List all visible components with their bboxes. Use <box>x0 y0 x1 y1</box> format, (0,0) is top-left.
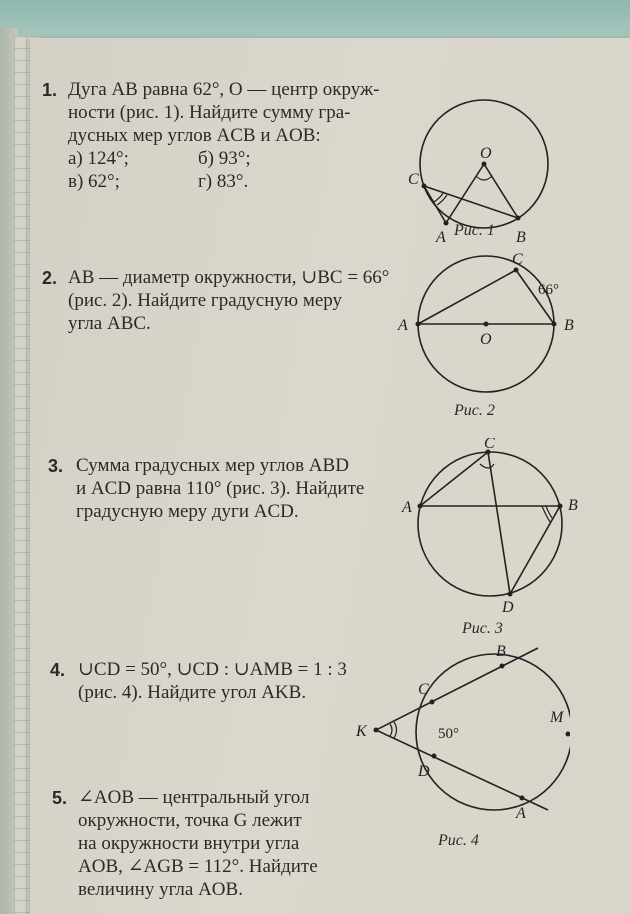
fig4-label-d: D <box>418 763 430 780</box>
fig2-label-o: O <box>480 331 492 348</box>
problem-5-line-3: на окружности внутри угла <box>78 833 300 854</box>
fig4-label-m: M <box>550 709 564 726</box>
fig3-label-c: C <box>484 438 495 452</box>
problem-5-line-5: величину угла AOB. <box>78 879 243 900</box>
problem-5-line-4: AOB, ∠AGB = 112°. Найдите <box>78 856 318 877</box>
fig1-label-b: B <box>516 229 526 246</box>
problem-2-line-1: AB — диаметр окружности, ∪BC = 66° <box>68 267 390 288</box>
figure-1 <box>400 68 560 248</box>
figure-2 <box>390 248 590 408</box>
problem-4-line-2: (рис. 4). Найдите угол AKB. <box>78 682 307 703</box>
fig4-label-a: A <box>516 805 526 818</box>
fig3-caption: Рис. 3 <box>462 620 503 637</box>
fig1-caption: Рис. 1 <box>454 222 495 239</box>
problem-5 <box>78 786 318 901</box>
fig4-label-k: K <box>356 723 367 740</box>
problem-1-options <box>68 147 379 193</box>
fig4-label-c: C <box>418 681 429 698</box>
figure-3 <box>390 438 590 613</box>
problem-2-line-3: угла ABC. <box>68 313 151 334</box>
problem-1-line-3: дусных мер углов ACB и AOB: <box>68 125 321 146</box>
textbook-page <box>30 38 630 914</box>
problem-4 <box>78 658 347 704</box>
problem-1-line-2: ности (рис. 1). Найдите сумму гра- <box>68 102 351 123</box>
problem-2-line-2: (рис. 2). Найдите градусную меру <box>68 290 343 311</box>
fig2-label-c: C <box>512 251 523 268</box>
fig2-arc-label: 66° <box>538 282 559 298</box>
problem-3-line-1: Сумма градусных мер углов ABD <box>76 455 349 476</box>
option-g: г) 83°. <box>198 171 249 192</box>
problem-2 <box>68 266 389 335</box>
problem-5-line-2: окружности, точка G лежит <box>78 810 302 831</box>
problem-1-number: 1. <box>42 80 58 100</box>
fig4-arc-label: 50° <box>438 726 459 742</box>
problem-3 <box>76 454 364 523</box>
figure-4 <box>350 638 570 818</box>
problem-1-line-1: Дуга AB равна 62°, O — центр окруж- <box>68 79 380 100</box>
fig2-label-b: B <box>564 317 574 334</box>
problem-1 <box>68 78 379 193</box>
fig3-label-d: D <box>502 599 514 613</box>
problem-4-line-1: ∪CD = 50°, ∪CD : ∪AMB = 1 : 3 <box>78 659 347 680</box>
fig4-caption: Рис. 4 <box>438 832 479 849</box>
problem-5-number: 5. <box>52 788 68 808</box>
fig2-caption: Рис. 2 <box>454 402 495 419</box>
option-v: в) 62°; <box>68 171 120 192</box>
problem-3-number: 3. <box>48 456 64 476</box>
fig1-label-c: C <box>408 171 419 188</box>
fig1-label-a: A <box>436 229 446 246</box>
top-strip <box>0 0 630 40</box>
problem-2-number: 2. <box>42 268 58 288</box>
fig3-label-b: B <box>568 497 578 514</box>
problem-3-line-3: градусную меру дуги ACD. <box>76 501 299 522</box>
fig4-label-b: B <box>496 643 506 660</box>
problem-4-number: 4. <box>50 660 66 680</box>
fig1-label-o: O <box>480 145 492 162</box>
fig2-label-a: A <box>398 317 408 334</box>
option-b: б) 93°; <box>198 148 251 169</box>
option-a: а) 124°; <box>68 148 129 169</box>
problem-3-line-2: и ACD равна 110° (рис. 3). Найдите <box>76 478 365 499</box>
fig3-label-a: A <box>402 499 412 516</box>
problem-5-line-1: ∠AOB — центральный угол <box>78 787 310 808</box>
